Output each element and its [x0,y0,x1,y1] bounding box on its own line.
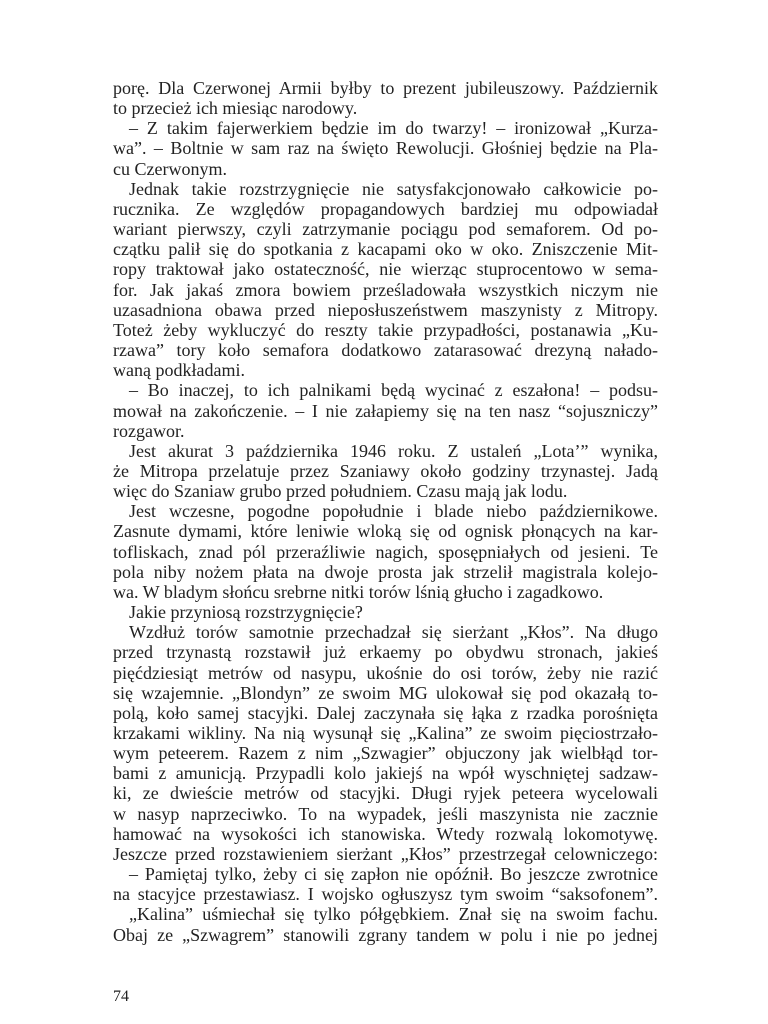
text-line: więc do Szaniaw grubo przed południem. Czasu mają jak lodu. [113,481,568,502]
text-line: wa. W bladym słońcu srebrne nitki torów lśnią głucho i zagadkowo. [113,581,604,602]
text-line: się wzajemnie. „Blondyn” ze swoim MG ulokował się pod okazałą to- [113,682,658,703]
text-line: wariant pierwszy, czyli zatrzymanie pociągu pod semaforem. Od po- [113,219,658,240]
text-line: Zasnute dymami, które leniwie wloką się od ognisk płonących na kar- [113,521,658,542]
text-line: rzawa” tory koło semafora dodatkowo zatarasować drezyną nałado- [113,340,658,361]
text-line: – Bo inaczej, to ich palnikami będą wycinać z eszałona! – podsu- [129,380,658,401]
text-line: Jest wczesne, pogodne popołudnie i blade niebo październikowe. [129,501,658,522]
text-line: wa”. – Boltnie w sam raz na święto Rewolucji. Głośniej będzie na Pla- [113,138,658,159]
text-line: Wzdłuż torów samotnie przechadzał się sierżant „Kłos”. Na długo [129,622,658,643]
text-line: przed trzynastą rozstawił już erkaemy po obydwu stronach, jakieś [113,642,658,663]
text-line: Jeszcze przed rozstawieniem sierżant „Kłos” przestrzegał celowniczego: [113,843,658,864]
text-line: Jest akurat 3 października 1946 roku. Z ustaleń „Lota’” wynika, [129,440,658,461]
text-line: Toteż żeby wykluczyć do reszty takie przypadłości, postanawia „Ku- [113,319,658,340]
text-line: krzakami wikliny. Na nią wysunął się „Kalina” ze swoim pięciostrzało- [113,723,658,743]
body-text [113,78,658,945]
text-line: – Pamiętaj tylko, żeby ci się zapłon nie opóźnił. Bo jeszcze zwrotnice [129,864,658,885]
text-line: mował na zakończenie. – I nie załapiemy się na ten nasz “sojuszniczy” [113,400,658,421]
text-line: for. Jak jakaś zmora bowiem prześladowała wszystkich niczym nie [113,279,658,300]
text-line: cu Czerwonym. [113,158,227,179]
text-line: waną podkładami. [113,360,245,381]
text-line: w nasyp naprzeciwko. To na wypadek, jeśli maszynista nie zacznie [113,803,658,824]
text-line: to przecież ich miesiąc narodowy. [113,98,358,119]
text-line: Jakie przyniosą rozstrzygnięcie? [129,602,363,623]
text-line: na stacyjce przestawiasz. I wojsko ogłuszysz tym swoim “saksofonem”. [113,884,658,905]
text-line: bami z amunicją. Przypadli kolo jakiejś na wpół wyschniętej sadzaw- [113,763,658,784]
text-line: polą, koło samej stacyjki. Dalej zaczynała się łąka z rzadka porośnięta [113,702,658,723]
text-line: czątku palił się do spotkania z kacapami oko w oko. Zniszczenie Mit- [113,239,658,260]
text-line: rozgawor. [113,420,185,441]
text-line: porę. Dla Czerwonej Armii byłby to prezent jubileuszowy. Październik [113,78,658,98]
text-line: rucznika. Ze względów propagandowych bardziej mu odpowiadał [113,198,658,219]
text-line: Jednak takie rozstrzygnięcie nie satysfakcjonowało całkowicie po- [129,178,658,199]
text-line: „Kalina” uśmiechał się tylko półgębkiem. Znał się na swoim fachu. [129,904,658,925]
text-line: pięćdziesiąt metrów od nasypu, ukośnie do osi torów, żeby nie razić [113,662,658,683]
text-line: uzasadniona obawa przed nieposłuszeństwem maszynisty z Mitropy. [113,299,658,320]
text-line: ropy traktował jako ostateczność, nie wierząc stuprocentowo w sema- [113,259,658,280]
text-line: ki, ze dwieście metrów od stacyjki. Długi ryjek peteera wycelowali [113,783,658,804]
text-line: tofliskach, znad pól przeraźliwie nagich, sposępniałych od jesieni. Te [113,541,658,562]
text-line: pola niby nożem płata na dwoje prosta jak strzelił magistrala kolejo- [113,561,658,582]
text-line: że Mitropa przelatuje przez Szaniawy około godziny trzynastej. Jadą [113,460,658,481]
text-line: – Z takim fajerwerkiem będzie im do twarzy! – ironizował „Kurza- [129,118,658,139]
text-line: Obaj ze „Szwagrem” stanowili zgrany tandem w polu i nie po jednej [113,924,658,945]
text-line: wym peteerem. Razem z nim „Szwagier” objuczony jak wielbłąd tor- [113,743,658,764]
text-line: hamować na wysokości ich stanowiska. Wtedy rozwalą lokomotywę. [113,823,658,844]
page-number: 74 [113,988,129,1005]
